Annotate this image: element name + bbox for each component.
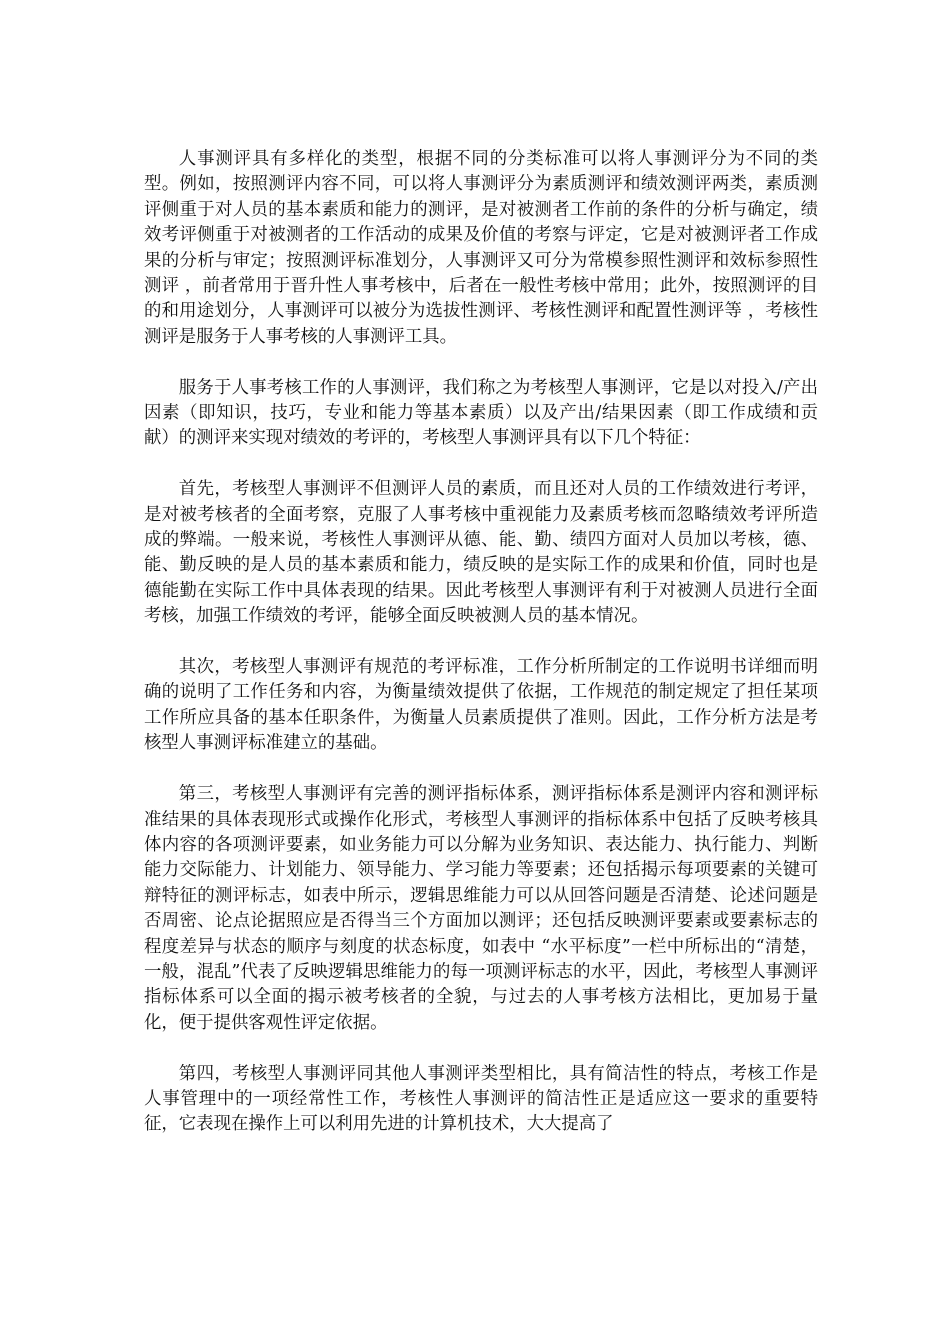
paragraph-feature-second: 其次，考核型人事测评有规范的考评标准，工作分析所制定的工作说明书详细而明确的说明了工作任务和内容，为衡量绩效提供了依据，工作规范的制定规定了担任某项工作所应具备的基本任职条件，为衡量人员素质提供了准则。因此，工作分析方法是考核型人事测评标准建立的基础。 <box>144 657 818 754</box>
paragraph-types-of-assessment: 人事测评具有多样化的类型，根据不同的分类标准可以将人事测评分为不同的类型。例如，按照测评内容不同，可以将人事测评分为素质测评和绩效测评两类，素质测评侧重于对人员的基本素质和能力的测评，是对被测者工作前的条件的分析与确定，绩效考评侧重于对被测者的工作活动的成果及价值的考察与评定，它是对被测评者工作成果的分析与审定；按照测评标准划分，人事测评又可分为常模参照性测评和效标参照性测评 ，前者常用于晋升性人事考核中，后者在一般性考核中常用；此外，按照测评的目的和用途划分，人事测评可以被分为选拔性测评、考核性测评和配置性测评等 ，考核性测评是服务于人事考核的人事测评工具。 <box>144 149 818 347</box>
paragraph-feature-third: 第三，考核型人事测评有完善的测评指标体系，测评指标体系是测评内容和测评标准结果的具体表现形式或操作化形式，考核型人事测评的指标体系中包括了反映考核具体内容的各项测评要素，如业务能力可以分解为业务知识、表达能力、执行能力、判断能力交际能力、计划能力、领导能力、学习能力等要素；还包括揭示每项要素的关键可辩特征的测评标志，如表中所示，逻辑思维能力可以从回答问题是否清楚、论述问题是否周密、论点论据照应是否得当三个方面加以测评；还包括反映测评要素或要素标志的程度差异与状态的顺序与刻度的状态标度，如表中 “水平标度”一栏中所标出的“清楚，一般，混乱”代表了反映逻辑思维能力的每一项测评标志的水平，因此，考核型人事测评指标体系可以全面的揭示被考核者的全貌，与过去的人事考核方法相比，更加易于量化，便于提供客观性评定依据。 <box>144 784 818 1033</box>
document-body <box>144 147 818 1163</box>
paragraph-feature-first: 首先，考核型人事测评不但测评人员的素质，而且还对人员的工作绩效进行考评，是对被考核者的全面考察，克服了人事考核中重视能力及素质考核而忽略绩效考评所造成的弊端。一般来说，考核性人事测评从德、能、勤、绩四方面对人员加以考核，德、能、勤反映的是人员的基本素质和能力，绩反映的是实际工作的成果和价值，同时也是德能勤在实际工作中具体表现的结果。因此考核型人事测评有利于对被测人员进行全面考核，加强工作绩效的考评，能够全面反映被测人员的基本情况。 <box>144 479 818 627</box>
paragraph-appraisal-assessment-definition: 服务于人事考核工作的人事测评，我们称之为考核型人事测评，它是以对投入/产出因素（即知识，技巧，专业和能力等基本素质）以及产出/结果因素（即工作成绩和贡献）的测评来实现对绩效的考评的，考核型人事测评具有以下几个特征： <box>144 377 818 449</box>
paragraph-feature-fourth: 第四，考核型人事测评同其他人事测评类型相比，具有简洁性的特点，考核工作是人事管理中的一项经常性工作，考核性人事测评的简洁性正是适应这一要求的重要特征，它表现在操作上可以利用先进的计算机技术，大大提高了 <box>144 1063 818 1135</box>
